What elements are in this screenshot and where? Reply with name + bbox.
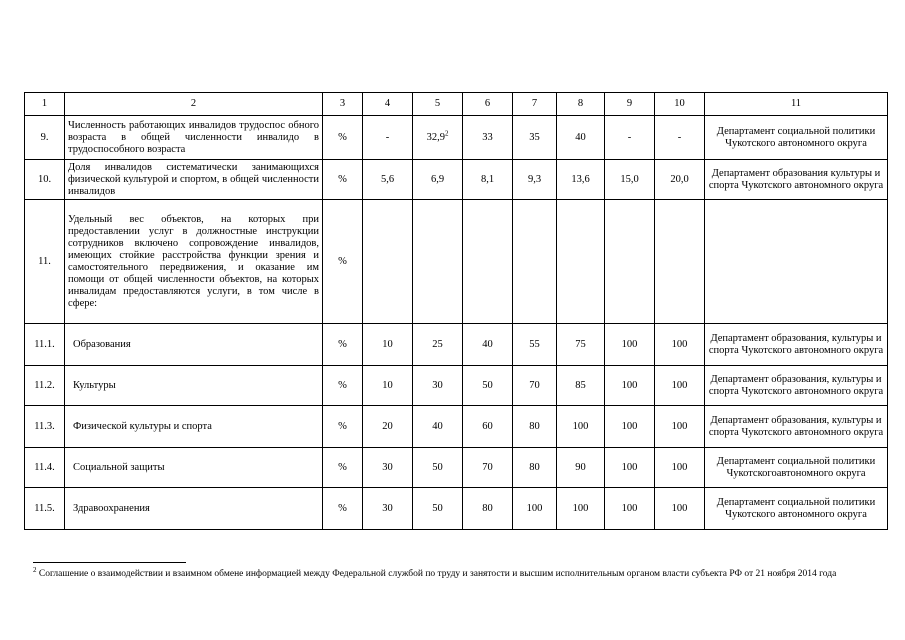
value-cell: 100 [513, 488, 557, 530]
table-row [25, 366, 888, 406]
value-cell: 6,9 [413, 160, 463, 200]
value-cell: 9,3 [513, 160, 557, 200]
value-cell: 30 [413, 366, 463, 406]
responsible-cell: Департамент образования, культуры и спорта Чукотского автономного округа [705, 324, 888, 366]
value-cell: - [363, 116, 413, 160]
responsible-cell: Департамент образования, культуры и спорта Чукотского автономного округа [705, 406, 888, 448]
value-cell: - [655, 116, 705, 160]
unit-cell: % [323, 200, 363, 324]
value-cell: 40 [413, 406, 463, 448]
value-cell: 100 [655, 448, 705, 488]
value-cell: 50 [413, 488, 463, 530]
value-cell: 50 [413, 448, 463, 488]
unit-cell: % [323, 366, 363, 406]
value-cell [413, 116, 463, 160]
footnote [33, 565, 863, 581]
indicator-name-cell: Социальной защиты [65, 448, 323, 488]
value-cell: 100 [655, 406, 705, 448]
value-cell: 90 [557, 448, 605, 488]
value-cell: 10 [363, 324, 413, 366]
table-row [25, 488, 888, 530]
unit-cell: % [323, 324, 363, 366]
value-cell: 100 [605, 324, 655, 366]
value-cell: 100 [605, 406, 655, 448]
indicator-name-cell: Культуры [65, 366, 323, 406]
unit-cell: % [323, 488, 363, 530]
unit-cell: % [323, 116, 363, 160]
value-cell: 100 [655, 366, 705, 406]
indicators-table [24, 92, 888, 530]
value-cell: 20,0 [655, 160, 705, 200]
header-cell: 6 [463, 93, 513, 116]
value-cell [363, 200, 413, 324]
table-row [25, 116, 888, 160]
value-cell: 80 [513, 448, 557, 488]
value-cell: 100 [557, 488, 605, 530]
value-cell: 35 [513, 116, 557, 160]
header-cell: 5 [413, 93, 463, 116]
table-row [25, 448, 888, 488]
value-cell: 100 [557, 406, 605, 448]
footnote-ref: 2 [444, 129, 449, 137]
value-cell: 85 [557, 366, 605, 406]
value-cell [463, 200, 513, 324]
responsible-cell: Департамент образования, культуры и спорта Чукотского автономного округа [705, 366, 888, 406]
value-cell: 100 [605, 448, 655, 488]
value-cell: 33 [463, 116, 513, 160]
value-cell [605, 200, 655, 324]
value-cell: 75 [557, 324, 605, 366]
table-row [25, 160, 888, 200]
indicator-name-cell: Здравоохранения [65, 488, 323, 530]
indicator-name-cell: Физической культуры и спорта [65, 406, 323, 448]
value-cell: 60 [463, 406, 513, 448]
value-cell: 8,1 [463, 160, 513, 200]
footnote-separator [33, 562, 186, 563]
value-cell: 100 [605, 366, 655, 406]
indicator-name-cell: Численность работающих инвалидов трудоспос обного возраста в общей численности инвалидо в трудоспособного возраста [65, 116, 323, 160]
value-cell: 10 [363, 366, 413, 406]
unit-cell: % [323, 160, 363, 200]
value-cell: 13,6 [557, 160, 605, 200]
responsible-cell [705, 200, 888, 324]
value-cell: 80 [463, 488, 513, 530]
value-cell: 70 [513, 366, 557, 406]
row-number-cell: 11.3. [25, 406, 65, 448]
header-cell: 3 [323, 93, 363, 116]
value-cell: 30 [363, 448, 413, 488]
row-number-cell: 11.1. [25, 324, 65, 366]
responsible-cell: Департамент социальной политики Чукотскогоавтономного округа [705, 448, 888, 488]
value-cell: 100 [655, 488, 705, 530]
row-number-cell: 10. [25, 160, 65, 200]
value-cell: 5,6 [363, 160, 413, 200]
header-row [25, 93, 888, 116]
header-cell: 1 [25, 93, 65, 116]
footnote-marker: 2 [33, 565, 37, 574]
value-cell [557, 200, 605, 324]
value-cell: 70 [463, 448, 513, 488]
unit-cell: % [323, 448, 363, 488]
header-cell: 11 [705, 93, 888, 116]
value-cell: 100 [655, 324, 705, 366]
indicator-name-cell: Образования [65, 324, 323, 366]
header-cell: 10 [655, 93, 705, 116]
value-text: 32,9 [426, 131, 445, 143]
value-cell: 100 [605, 488, 655, 530]
header-cell: 7 [513, 93, 557, 116]
value-cell [655, 200, 705, 324]
value-cell: 25 [413, 324, 463, 366]
header-cell: 2 [65, 93, 323, 116]
header-cell: 8 [557, 93, 605, 116]
footnote-text: Соглашение о взаимодействии и взаимном обмене информацией между Федеральной службой по труду и занятости и высшим исполнительным органом власти субъекта РФ от 21 ноября 2014 года [36, 569, 837, 579]
value-cell: 20 [363, 406, 413, 448]
value-cell: 55 [513, 324, 557, 366]
row-number-cell: 11.5. [25, 488, 65, 530]
header-cell: 9 [605, 93, 655, 116]
row-number-cell: 11. [25, 200, 65, 324]
responsible-cell: Департамент социальной политики Чукотского автономного округа [705, 488, 888, 530]
value-cell: 15,0 [605, 160, 655, 200]
value-cell: 40 [557, 116, 605, 160]
value-cell: 50 [463, 366, 513, 406]
responsible-cell: Департамент социальной политики Чукотского автономного округа [705, 116, 888, 160]
value-cell: - [605, 116, 655, 160]
value-cell: 40 [463, 324, 513, 366]
value-cell [413, 200, 463, 324]
row-number-cell: 9. [25, 116, 65, 160]
indicator-name-cell: Доля инвалидов систематически занимающихся физической культурой и спортом, в общей численности инвалидов [65, 160, 323, 200]
row-number-cell: 11.2. [25, 366, 65, 406]
table-row [25, 324, 888, 366]
value-cell: 80 [513, 406, 557, 448]
value-cell: 30 [363, 488, 413, 530]
value-cell [513, 200, 557, 324]
header-cell: 4 [363, 93, 413, 116]
row-number-cell: 11.4. [25, 448, 65, 488]
table-row [25, 406, 888, 448]
unit-cell: % [323, 406, 363, 448]
responsible-cell: Департамент образования культуры и спорта Чукотского автономного округа [705, 160, 888, 200]
table-row [25, 200, 888, 324]
indicator-name-cell: Удельный вес объектов, на которых при предоставлении услуг в должностные инструкции сотрудников включено сопровождение инвалидов, имеющих стойкие расстройства функции зрения и самостоятельного передвижения, и оказание им помощи от общей численности объектов, на которых инвалидам предоставляются услуги, в том числе в сфере: [65, 200, 323, 324]
